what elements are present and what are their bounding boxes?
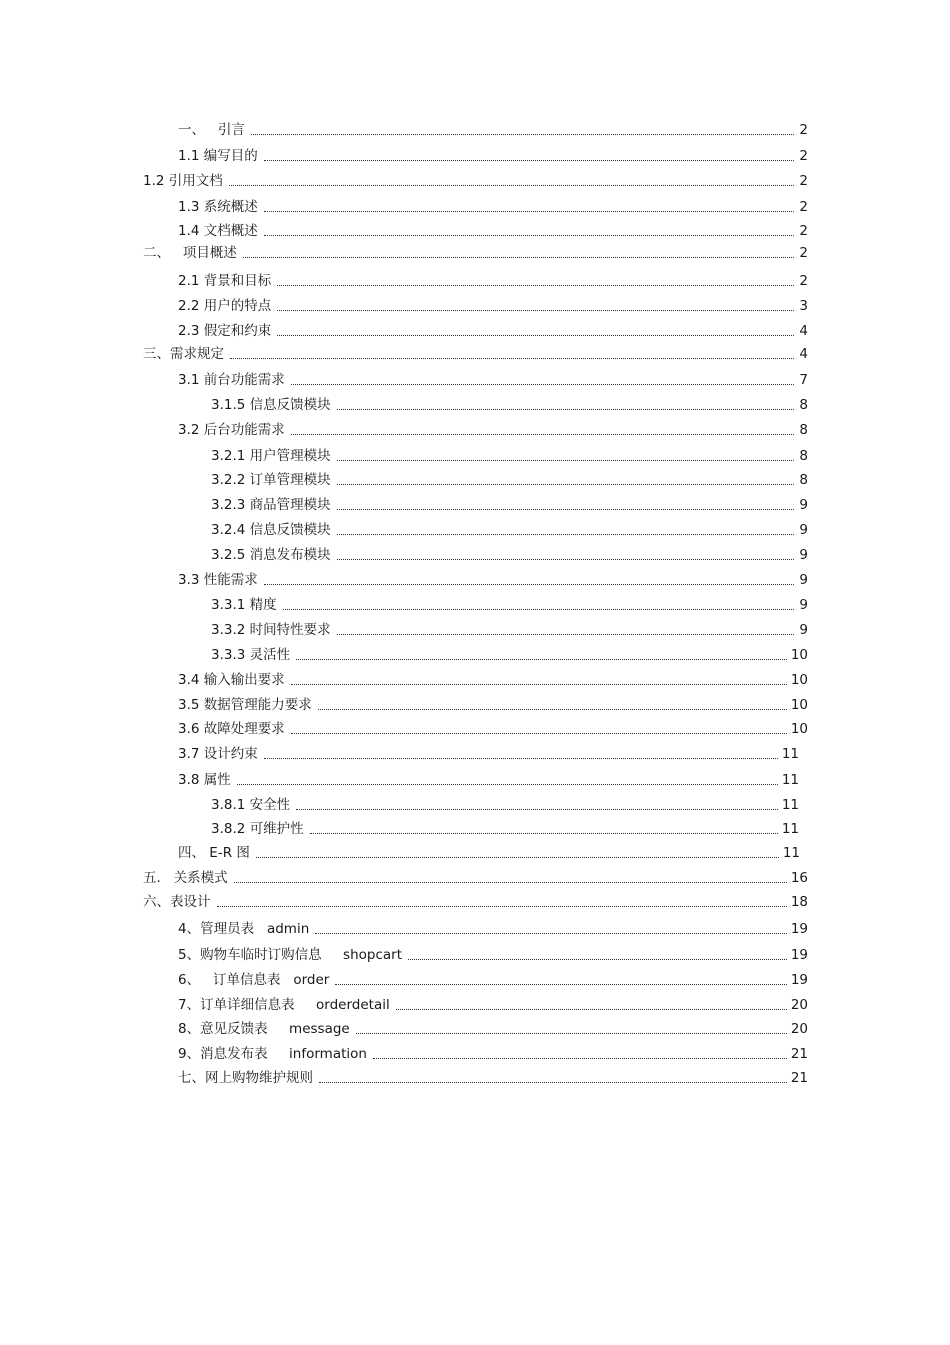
toc-entry[interactable] <box>178 420 808 440</box>
toc-entry-title: 2.3 假定和约束 <box>178 323 272 339</box>
toc-page-number: 19 <box>790 921 808 937</box>
toc-entry-title: 2.2 用户的特点 <box>178 298 272 314</box>
toc-page-number: 20 <box>790 997 808 1013</box>
toc-leader-dots <box>264 758 778 759</box>
toc-page-number: 7 <box>799 372 808 388</box>
toc-leader-dots <box>264 211 794 212</box>
toc-entry[interactable] <box>143 171 808 191</box>
toc-page-number: 8 <box>799 422 808 438</box>
toc-page-number: 2 <box>799 173 808 189</box>
toc-page-number: 2 <box>799 122 808 138</box>
toc-page-number: 9 <box>799 522 808 538</box>
toc-entry-title: 3.3.1 精度 <box>211 597 277 613</box>
toc-leader-dots <box>264 160 794 161</box>
toc-leader-dots <box>277 285 794 286</box>
toc-entry[interactable] <box>178 296 808 316</box>
toc-entry-title: 5、购物车临时订购信息 shopcart <box>178 947 403 963</box>
toc-entry[interactable] <box>178 370 808 390</box>
toc-leader-dots <box>291 384 794 385</box>
toc-entry-title: 3.2.2 订单管理模块 <box>211 472 331 488</box>
toc-leader-dots <box>264 235 794 236</box>
toc-leader-dots <box>318 709 787 710</box>
toc-entry-title: 7、订单详细信息表 orderdetail <box>178 997 390 1013</box>
toc-entry-title: 2.1 背景和目标 <box>178 273 272 289</box>
toc-entry-title: 二、 项目概述 <box>143 245 237 261</box>
toc-page-number: 8 <box>799 448 808 464</box>
toc-entry[interactable] <box>178 843 800 863</box>
toc-leader-dots <box>229 185 794 186</box>
toc-entry[interactable] <box>211 470 808 490</box>
toc-leader-dots <box>337 509 794 510</box>
toc-leader-dots <box>337 559 794 560</box>
toc-leader-dots <box>291 733 787 734</box>
toc-entry[interactable] <box>211 819 799 839</box>
toc-leader-dots <box>396 1009 787 1010</box>
toc-entry-title: 一、 引言 <box>178 122 245 138</box>
toc-leader-dots <box>337 484 794 485</box>
toc-page-number: 8 <box>799 397 808 413</box>
toc-leader-dots <box>296 659 787 660</box>
toc-entry-title: 3.3.3 灵活性 <box>211 647 291 663</box>
toc-entry[interactable] <box>211 620 808 640</box>
toc-entry[interactable] <box>178 221 808 241</box>
toc-leader-dots <box>283 609 794 610</box>
toc-entry[interactable] <box>178 970 808 990</box>
toc-entry[interactable] <box>178 744 799 764</box>
toc-leader-dots <box>337 409 794 410</box>
toc-entry-title: 3.1.5 信息反馈模块 <box>211 397 331 413</box>
toc-entry[interactable] <box>178 719 808 739</box>
toc-page-number: 2 <box>799 199 808 215</box>
toc-leader-dots <box>408 959 787 960</box>
toc-leader-dots <box>356 1033 787 1034</box>
toc-entry-title: 3.2.3 商品管理模块 <box>211 497 331 513</box>
toc-entry-title: 四、 E-R 图 <box>178 845 250 861</box>
toc-page-number: 10 <box>790 647 808 663</box>
toc-page-number: 9 <box>799 547 808 563</box>
toc-leader-dots <box>251 134 794 135</box>
toc-entry[interactable] <box>211 595 808 615</box>
toc-entry[interactable] <box>178 670 808 690</box>
toc-leader-dots <box>230 358 794 359</box>
toc-entry[interactable] <box>211 645 808 665</box>
toc-page-number: 19 <box>790 947 808 963</box>
toc-entry[interactable] <box>178 945 808 965</box>
toc-leader-dots <box>264 584 794 585</box>
toc-leader-dots <box>291 684 787 685</box>
toc-entry[interactable] <box>178 1044 808 1064</box>
toc-page-number: 16 <box>790 870 808 886</box>
toc-entry[interactable] <box>143 344 808 364</box>
toc-page-number: 4 <box>799 323 808 339</box>
toc-page-number: 19 <box>790 972 808 988</box>
toc-entry-title: 3.2.5 消息发布模块 <box>211 547 331 563</box>
toc-page-number: 4 <box>799 346 808 362</box>
toc-leader-dots <box>234 882 787 883</box>
toc-page-number: 2 <box>799 273 808 289</box>
toc-entry[interactable] <box>178 770 799 790</box>
toc-entry-title: 4、管理员表 admin <box>178 921 310 937</box>
toc-leader-dots <box>315 933 787 934</box>
toc-entry-title: 6、 订单信息表 order <box>178 972 330 988</box>
toc-page-number: 9 <box>799 497 808 513</box>
toc-entry-title: 三、需求规定 <box>143 346 224 362</box>
toc-entry-title: 3.2.4 信息反馈模块 <box>211 522 331 538</box>
toc-entry-title: 3.8 属性 <box>178 772 231 788</box>
toc-leader-dots <box>296 809 778 810</box>
toc-leader-dots <box>243 257 794 258</box>
toc-page-number: 10 <box>790 721 808 737</box>
toc-leader-dots <box>337 460 794 461</box>
toc-entry-title: 8、意见反馈表 message <box>178 1021 350 1037</box>
toc-leader-dots <box>277 335 794 336</box>
toc-page-number: 2 <box>799 223 808 239</box>
toc-entry[interactable] <box>143 868 808 888</box>
toc-entry-title: 七、网上购物维护规则 <box>178 1070 313 1086</box>
toc-entry-title: 1.3 系统概述 <box>178 199 258 215</box>
toc-entry[interactable] <box>178 695 808 715</box>
toc-page-number: 2 <box>799 245 808 261</box>
toc-leader-dots <box>373 1058 787 1059</box>
toc-page-number: 21 <box>790 1046 808 1062</box>
toc-entry-title: 3.7 设计约束 <box>178 746 258 762</box>
toc-entry[interactable] <box>178 197 808 217</box>
toc-entry-title: 3.6 故障处理要求 <box>178 721 285 737</box>
toc-leader-dots <box>319 1082 787 1083</box>
toc-entry[interactable] <box>143 892 808 912</box>
toc-entry-title: 3.3 性能需求 <box>178 572 258 588</box>
toc-leader-dots <box>291 434 794 435</box>
toc-entry[interactable] <box>178 146 808 166</box>
toc-entry-title: 六、表设计 <box>143 894 211 910</box>
toc-entry[interactable] <box>178 1068 808 1088</box>
toc-entry[interactable] <box>178 321 808 341</box>
toc-entry-title: 1.2 引用文档 <box>143 173 223 189</box>
toc-entry[interactable] <box>211 520 808 540</box>
toc-entry[interactable] <box>211 545 808 565</box>
toc-entry[interactable] <box>143 243 808 263</box>
toc-page-number: 10 <box>790 697 808 713</box>
toc-page-number: 9 <box>799 572 808 588</box>
toc-leader-dots <box>337 534 794 535</box>
toc-page-number: 8 <box>799 472 808 488</box>
toc-leader-dots <box>256 857 779 858</box>
toc-entry[interactable] <box>211 446 808 466</box>
toc-entry[interactable] <box>178 120 808 140</box>
toc-page-number: 21 <box>790 1070 808 1086</box>
toc-entry-title: 1.4 文档概述 <box>178 223 258 239</box>
toc-entry[interactable] <box>178 1019 808 1039</box>
toc-entry-title: 3.5 数据管理能力要求 <box>178 697 312 713</box>
toc-page-number: 20 <box>790 1021 808 1037</box>
toc-entry-title: 五. 关系模式 <box>143 870 228 886</box>
toc-entry[interactable] <box>178 995 808 1015</box>
toc-entry-title: 3.8.1 安全性 <box>211 797 291 813</box>
toc-entry-title: 3.1 前台功能需求 <box>178 372 285 388</box>
toc-entry[interactable] <box>211 795 799 815</box>
toc-page-number: 2 <box>799 148 808 164</box>
toc-leader-dots <box>217 906 787 907</box>
toc-page-number: 11 <box>781 797 799 813</box>
toc-page-number: 9 <box>799 597 808 613</box>
toc-page-number: 11 <box>782 845 800 861</box>
toc-entry-title: 3.3.2 时间特性要求 <box>211 622 331 638</box>
toc-entry[interactable] <box>211 495 808 515</box>
toc-page-number: 11 <box>781 821 799 837</box>
toc-leader-dots <box>310 833 778 834</box>
toc-page-number: 18 <box>790 894 808 910</box>
toc-entry-title: 9、消息发布表 information <box>178 1046 367 1062</box>
toc-entry-title: 3.2.1 用户管理模块 <box>211 448 331 464</box>
toc-entry-title: 3.8.2 可维护性 <box>211 821 304 837</box>
toc-entry-title: 3.4 输入输出要求 <box>178 672 285 688</box>
toc-entry-title: 3.2 后台功能需求 <box>178 422 285 438</box>
toc-entry[interactable] <box>178 919 808 939</box>
toc-page-number: 10 <box>790 672 808 688</box>
toc-page-number: 3 <box>799 298 808 314</box>
toc-leader-dots <box>277 310 794 311</box>
toc-page-number: 11 <box>781 772 799 788</box>
toc-entry[interactable] <box>178 570 808 590</box>
toc-leader-dots <box>337 634 794 635</box>
toc-entry-title: 1.1 编写目的 <box>178 148 258 164</box>
toc-leader-dots <box>335 984 786 985</box>
toc-entry[interactable] <box>211 395 808 415</box>
toc-page-number: 11 <box>781 746 799 762</box>
toc-page-number: 9 <box>799 622 808 638</box>
toc-leader-dots <box>237 784 778 785</box>
toc-entry[interactable] <box>178 271 808 291</box>
